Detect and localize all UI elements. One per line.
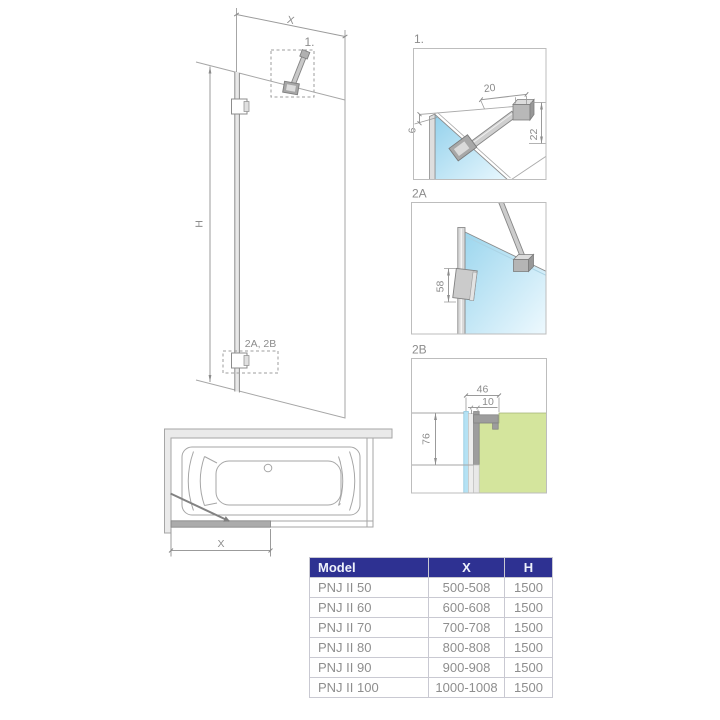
table-header-row [310, 558, 553, 578]
detail-1-callout-label: 1. [304, 35, 315, 49]
model-cell: PNJ II 90 [310, 658, 429, 678]
header-model: Model [310, 558, 429, 578]
detail-2ab-callout-label: 2A, 2B [244, 338, 277, 350]
reference-line [419, 106, 520, 115]
dim-20-label: 20 [483, 81, 497, 96]
h-cell: 1500 [505, 598, 553, 618]
table-row [310, 638, 553, 658]
detail-2b-panel [412, 343, 547, 494]
glass-panel [237, 73, 345, 419]
dim-76-label: 76 [420, 433, 433, 445]
support-bar-assembly [283, 50, 310, 95]
detail-2a-title: 2A [412, 186, 427, 201]
h-cell: 1500 [505, 638, 553, 658]
hinge-top [232, 99, 250, 114]
h-cell: 1500 [505, 658, 553, 678]
model-cell: PNJ II 60 [310, 598, 429, 618]
elevation-height-label: H [193, 220, 206, 228]
model-cell: PNJ II 80 [310, 638, 429, 658]
profile-hook [493, 423, 499, 429]
hinge-bottom [232, 353, 250, 368]
x-cell: 1000-1008 [429, 678, 505, 698]
model-cell: PNJ II 50 [310, 578, 429, 598]
dim-6-label: 6 [406, 127, 419, 134]
x-cell: 500-508 [429, 578, 505, 598]
dim-10-label: 10 [482, 395, 494, 408]
detail-2b-title: 2B [412, 342, 427, 357]
x-cell: 600-608 [429, 598, 505, 618]
table-row [310, 678, 553, 698]
detail-2a-panel [412, 187, 547, 335]
detail-1-panel [407, 32, 547, 181]
plan-width-label: X [217, 538, 225, 550]
detail-1-title: 1. [414, 32, 425, 46]
dim-58-label: 58 [434, 280, 447, 293]
table-row [310, 598, 553, 618]
elevation-width-label: X [285, 13, 296, 28]
spec-table [309, 557, 553, 698]
table-row [310, 618, 553, 638]
elevation-view [194, 8, 346, 418]
glass-section-strip [464, 412, 469, 494]
model-cell: PNJ II 100 [310, 678, 429, 698]
model-cell: PNJ II 70 [310, 618, 429, 638]
h-cell: 1500 [505, 678, 553, 698]
header-x: X [429, 558, 505, 578]
x-cell: 900-908 [429, 658, 505, 678]
glass-pane [465, 232, 547, 335]
height-extension-bottom [196, 380, 237, 391]
table-row [310, 658, 553, 678]
dim-22-label: 22 [528, 128, 540, 141]
header-h: H [505, 558, 553, 578]
profile-leg [474, 415, 499, 423]
bar-glass-block-2a [514, 255, 534, 272]
x-cell: 800-808 [429, 638, 505, 658]
glass-corner-line [510, 156, 547, 181]
table-row [310, 578, 553, 598]
x-cell: 700-708 [429, 618, 505, 638]
mounting-bracket-plate [453, 268, 477, 300]
height-extension-top [196, 62, 237, 73]
h-cell: 1500 [505, 578, 553, 598]
gasket-strip [468, 414, 473, 494]
support-bar-glass-clamp [283, 81, 300, 94]
wall-section-green [479, 413, 547, 493]
profile-section-lower [474, 465, 480, 493]
screen-closed-position [171, 521, 271, 527]
wall-profile [235, 72, 240, 392]
dim-20-line [481, 94, 527, 99]
drain [264, 464, 272, 472]
wall-profile-strip [430, 114, 436, 181]
dim-46-label: 46 [476, 383, 489, 396]
bathtub-plan-view [165, 429, 393, 557]
h-cell: 1500 [505, 618, 553, 638]
